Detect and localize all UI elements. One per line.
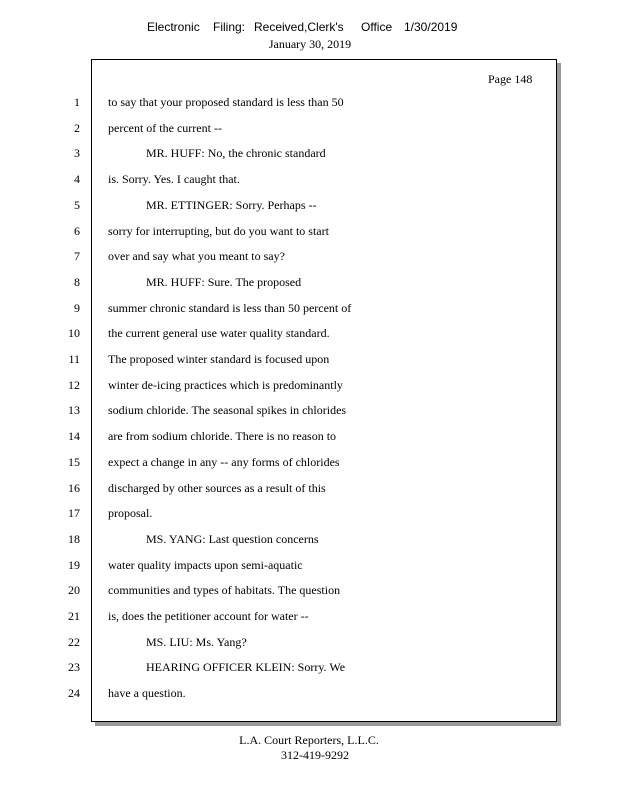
filing-date-line: January 30, 2019 (268, 37, 352, 51)
line-number: 20 (68, 583, 80, 598)
header-electronic: Electronic (147, 20, 200, 34)
line-number: 17 (68, 506, 80, 521)
line-number: 19 (68, 557, 80, 572)
line-number: 6 (74, 223, 80, 238)
transcript-line: MR. ETTINGER: Sorry. Perhaps -- (146, 197, 317, 212)
transcript-line: HEARING OFFICER KLEIN: Sorry. We (146, 660, 346, 675)
line-number: 2 (74, 120, 80, 135)
transcript-line: to say that your proposed standard is less than 50 (108, 95, 344, 109)
line-number: 7 (74, 249, 80, 264)
line-number: 5 (74, 197, 80, 212)
transcript-line: expect a change in any -- any forms of chlorides (108, 454, 340, 469)
transcript-line: is, does the petitioner account for water -- (108, 609, 309, 623)
transcript-line: MS. YANG: Last question concerns (146, 531, 319, 546)
page-number: Page 148 (488, 72, 533, 86)
transcript-line: water quality impacts upon semi-aquatic (108, 557, 303, 572)
line-number: 10 (68, 326, 80, 341)
line-number: 9 (74, 300, 80, 315)
transcript-line: MR. HUFF: Sure. The proposed (146, 274, 302, 289)
header-office: Office (361, 20, 393, 34)
line-number: 15 (68, 454, 80, 469)
line-number: 8 (74, 274, 80, 289)
line-number: 24 (68, 686, 80, 701)
transcript-line: sorry for interrupting, but do you want to start (108, 223, 329, 238)
line-number: 14 (68, 429, 80, 444)
line-number: 13 (68, 403, 80, 418)
transcript-line: percent of the current -- (108, 120, 222, 135)
header-received: Received,Clerk's (254, 20, 344, 34)
line-number: 16 (68, 480, 80, 495)
line-number: 4 (74, 172, 80, 187)
transcript-line: discharged by other sources as a result of this (108, 480, 326, 495)
transcript-line: is. Sorry. Yes. I caught that. (108, 172, 240, 187)
filing-header (0, 20, 618, 36)
line-number: 3 (74, 146, 80, 161)
transcript-line: MR. HUFF: No, the chronic standard (146, 146, 326, 161)
line-number: 1 (74, 95, 80, 109)
transcript-line: winter de-icing practices which is predominantly (108, 377, 343, 392)
footer-company: L.A. Court Reporters, L.L.C. (239, 733, 379, 747)
line-number: 11 (68, 352, 80, 366)
transcript-line: have a question. (108, 686, 186, 701)
transcript-line: MS. LIU: Ms. Yang? (146, 634, 247, 649)
transcript-line: The proposed winter standard is focused upon (108, 352, 330, 366)
transcript-line: the current general use water quality standard. (108, 326, 330, 341)
transcript-line: sodium chloride. The seasonal spikes in chlorides (108, 403, 347, 418)
transcript-line: are from sodium chloride. There is no reason to (108, 429, 337, 444)
line-number: 22 (68, 634, 80, 649)
transcript-line: communities and types of habitats. The question (108, 583, 341, 598)
header-filing: Filing: (213, 20, 246, 34)
footer-phone: 312-419-9292 (281, 748, 349, 762)
transcript-line: over and say what you meant to say? (108, 249, 285, 264)
line-number: 12 (68, 377, 80, 392)
line-number: 21 (68, 609, 80, 623)
transcript-line: proposal. (108, 506, 153, 521)
transcript-line: summer chronic standard is less than 50 percent of (108, 300, 352, 315)
line-number: 18 (68, 531, 80, 546)
line-number: 23 (68, 660, 80, 675)
header-filing-date: 1/30/2019 (404, 20, 458, 34)
